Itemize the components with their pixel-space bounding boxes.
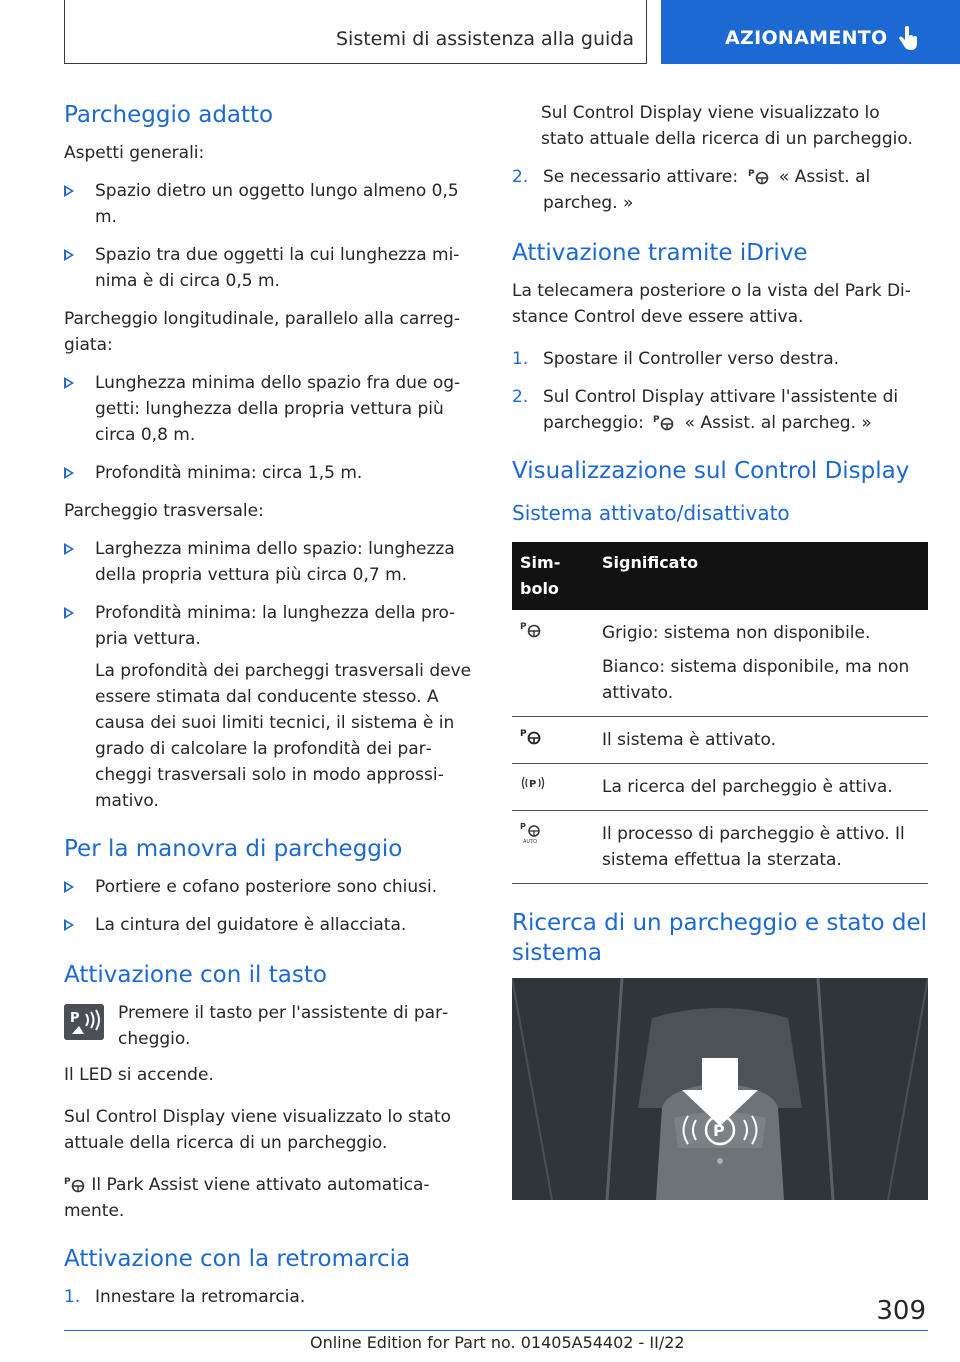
table-row: P La ricerca del parcheggio è attiva.: [512, 764, 928, 811]
tasto-block: [64, 1000, 480, 1052]
footer-edition: Online Edition for Part no. 01405A54402 - II/22: [310, 1333, 685, 1352]
svg-text:P: P: [520, 622, 527, 632]
park-assist-icon: [64, 1175, 86, 1193]
left-column: [64, 100, 480, 1322]
triangle-bullet-icon: [64, 881, 74, 893]
led-text: Il LED si accende.: [64, 1065, 214, 1085]
heading-ricerca: Ricerca di un parcheggio e stato del sistema: [512, 910, 928, 966]
col-meaning: Significato: [594, 542, 928, 610]
svg-text:P: P: [70, 1011, 80, 1026]
svg-text:P: P: [529, 779, 537, 790]
aspetti-generali: Aspetti generali:: [64, 143, 205, 163]
list-item: Profondità minima: la lunghezza della propria vettura.: [64, 600, 480, 652]
footer-divider: [64, 1330, 928, 1331]
heading-sistema: Sistema attivato/disattivato: [512, 501, 790, 525]
triangle-bullet-icon: [64, 249, 74, 261]
list-item: Spazio dietro un oggetto lungo almeno 0,5 m.: [64, 178, 480, 230]
park-assist-icon: [520, 620, 542, 638]
display-text: Sul Control Display viene visualizzato lo stato attuale della ricerca di un parcheggio.: [64, 1107, 452, 1153]
park-assist-auto-icon: [520, 821, 544, 845]
svg-text:P: P: [653, 415, 660, 425]
heading-idrive: Attivazione tramite iDrive: [512, 240, 808, 266]
svg-text:P: P: [64, 1177, 71, 1187]
hand-pointer-icon: [897, 26, 919, 52]
parcheggio-trasversale: Parcheggio trasversale:: [64, 501, 264, 521]
svg-text:P: P: [747, 169, 755, 179]
heading-tasto: Attivazione con il tasto: [64, 962, 327, 988]
trasversale-note: La profondità dei parcheggi trasversali deve essere stimata dal conducente stesso. A causa dei suoi limiti tecnici, il sistema è in grado di calcolare la profondità dei parcheggi trasversali solo in modo approssimativo.: [95, 661, 472, 811]
triangle-bullet-icon: [64, 919, 74, 931]
svg-text:AUTO: AUTO: [523, 839, 538, 845]
list-item: Profondità minima: circa 1,5 m.: [64, 460, 480, 486]
list-item: Larghezza minima dello spazio: lunghezza della propria vettura più circa 0,7 m.: [64, 536, 480, 588]
triangle-bullet-icon: [64, 467, 74, 479]
list-item: 1. Spostare il Controller verso destra.: [512, 349, 840, 369]
park-assist-icon: [653, 413, 675, 431]
triangle-bullet-icon: [64, 607, 74, 619]
parking-search-icon: [520, 774, 546, 792]
svg-text:P: P: [520, 729, 527, 739]
right-column: [512, 100, 928, 1200]
car-parking-illustration: [512, 978, 928, 1200]
display-text-cont: Sul Control Display viene visualizzato lo stato attuale della ricerca di un parcheggio.: [541, 103, 913, 149]
park-assist-active-icon: [520, 727, 542, 745]
park-assist-button-icon: [64, 1004, 104, 1040]
col-symbol: Simbolo: [512, 542, 594, 610]
table-row: P Il sistema è attivato.: [512, 717, 928, 764]
park-assist-text: P Il Park Assist viene attivato automaticamente.: [64, 1175, 430, 1221]
heading-retromarcia: Attivazione con la retromarcia: [64, 1246, 411, 1272]
section-title: Sistemi di assistenza alla guida: [335, 28, 634, 50]
idrive-text: La telecamera posteriore o la vista del Park Distance Control deve essere attiva.: [512, 281, 911, 327]
table-row: P Grigio: sistema non disponibile. Bianco: sistema disponibile, ma non attivato.: [512, 610, 928, 717]
list-item: 1. Innestare la retromarcia.: [64, 1287, 306, 1307]
park-assist-icon: [748, 167, 770, 185]
triangle-bullet-icon: [64, 543, 74, 555]
parcheggio-longitudinale: Parcheggio longitudinale, parallelo alla carreggiata:: [64, 309, 460, 355]
svg-text:P: P: [713, 1121, 725, 1140]
heading-parcheggio-adatto: Parcheggio adatto: [64, 102, 274, 128]
list-item: La cintura del guidatore è allacciata.: [64, 912, 480, 938]
heading-manovra: Per la manovra di parcheggio: [64, 836, 403, 862]
svg-text:P: P: [520, 822, 526, 831]
page-number: 309: [876, 1296, 926, 1326]
header-section-box: [64, 0, 647, 64]
list-item: Lunghezza minima dello spazio fra due oggetti: lunghezza della propria vettura più circa 0,8 m.: [64, 370, 480, 448]
table-row: P AUTO Il processo di parcheggio è attivo. Il sistema effettua la sterzata.: [512, 811, 928, 884]
chapter-title: AZIONAMENTO: [725, 27, 888, 49]
header-chapter-box: [661, 0, 960, 64]
heading-visualizzazione: Visualizzazione sul Control Display: [512, 458, 910, 484]
parking-display-image: [512, 978, 928, 1200]
triangle-bullet-icon: [64, 377, 74, 389]
list-item: Spazio tra due oggetti la cui lunghezza minima è di circa 0,5 m.: [64, 242, 480, 294]
list-item: Portiere e cofano posteriore sono chiusi.: [64, 874, 480, 900]
list-item: 2. Se necessario attivare: P « Assist. al parcheg. »: [512, 167, 871, 213]
symbol-table: [512, 542, 928, 884]
tasto-text: Premere il tasto per l'assistente di parcheggio.: [118, 1003, 449, 1049]
list-item: 2. Sul Control Display attivare l'assistente di parcheggio: P « Assist. al parcheg. »: [512, 387, 899, 433]
triangle-bullet-icon: [64, 185, 74, 197]
